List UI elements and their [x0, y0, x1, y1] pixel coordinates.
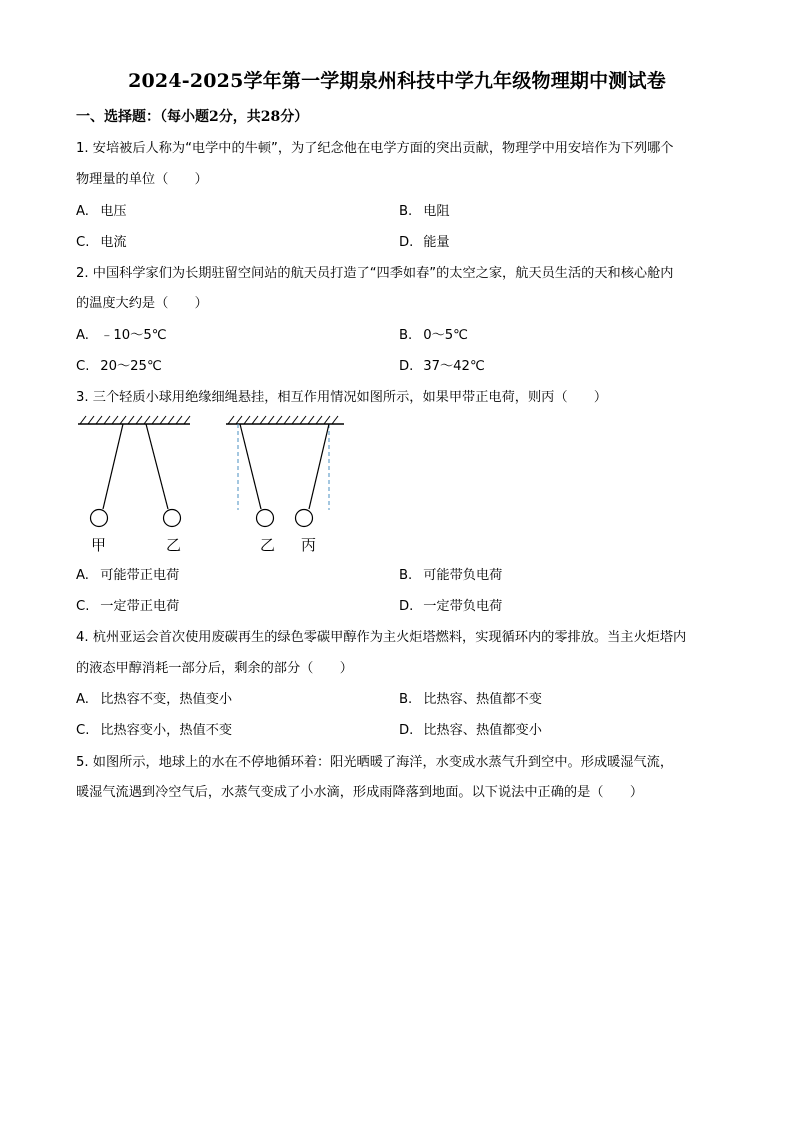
q2-option-a[interactable] [76, 324, 167, 343]
q3-option-d[interactable] [399, 595, 502, 614]
figure-label-yi-right: 乙 [260, 536, 276, 554]
option-text: ﹣10～5℃ [100, 328, 167, 343]
q2-option-d[interactable] [399, 355, 485, 374]
page-title: 2024-2025学年第一学期泉州科技中学九年级物理期中测试卷 [128, 70, 666, 92]
q1-option-a[interactable] [76, 200, 127, 219]
option-key: B. [399, 204, 413, 219]
q3-stem-line-1: 3. 三个轻质小球用绝缘细绳悬挂，相互作用情况如图所示，如果甲带正电荷，则丙（ ） [76, 390, 608, 405]
q4-option-a[interactable] [76, 688, 232, 707]
option-key: B. [399, 328, 413, 343]
option-key: D. [399, 235, 414, 250]
q3-option-b[interactable] [399, 564, 502, 583]
q2-stem-line-2: 的温度大约是（ ） [76, 296, 208, 311]
option-key: D. [399, 599, 414, 614]
q4-option-b[interactable] [399, 688, 542, 707]
pendulum-jia [91, 424, 124, 527]
q5-stem-line-2: 暖湿气流遇到冷空气后，水蒸气变成了小水滴，形成雨降落到地面。以下说法中正确的是（ ） [76, 785, 644, 800]
vertical-reference-lines [238, 424, 329, 510]
option-key: A. [76, 692, 89, 707]
q4-option-d[interactable] [399, 719, 542, 738]
option-key: A. [76, 328, 89, 343]
option-text: 一定带正电荷 [100, 599, 180, 614]
option-key: D. [399, 723, 414, 738]
figure-label-jia: 甲 [91, 536, 107, 554]
option-text: 比热容不变，热值变小 [100, 692, 233, 707]
option-text: 电流 [100, 235, 127, 250]
q2-stem-line-1: 2. 中国科学家们为长期驻留空间站的航天员打造了“四季如春”的太空之家，航天员生活的天和核心舱内 [76, 266, 674, 281]
option-key: B. [399, 692, 413, 707]
pendulum-figure [74, 412, 364, 557]
option-text: 0～5℃ [423, 328, 468, 343]
option-text: 可能带负电荷 [423, 568, 503, 583]
right-support [226, 416, 344, 424]
option-key: A. [76, 568, 89, 583]
q2-option-c[interactable] [76, 355, 162, 374]
option-key: B. [399, 568, 413, 583]
q5-stem-line-1: 5. 如图所示，地球上的水在不停地循环着：阳光晒暖了海洋，水变成水蒸气升到空中。形成暖湿气流， [76, 755, 674, 770]
q1-option-c[interactable] [76, 231, 127, 250]
q1-option-d[interactable] [399, 231, 450, 250]
option-text: 电压 [100, 204, 127, 219]
figure-label-yi-left: 乙 [166, 536, 182, 554]
q3-option-a[interactable] [76, 564, 179, 583]
option-text: 比热容变小，热值不变 [100, 723, 233, 738]
option-text: 一定带负电荷 [423, 599, 503, 614]
q4-stem-line-2: 的液态甲醇消耗一部分后，剩余的部分（ ） [76, 661, 353, 676]
q4-stem-line-1: 4. 杭州亚运会首次使用废碳再生的绿色零碳甲醇作为主火炬塔燃料，实现循环内的零排放。当主火炬塔内 [76, 630, 687, 645]
option-text: 20～25℃ [100, 359, 162, 374]
option-text: 能量 [423, 235, 450, 250]
option-key: D. [399, 359, 414, 374]
option-key: C. [76, 599, 90, 614]
figure-label-bing: 丙 [301, 536, 317, 554]
pendulum-yi-left [146, 424, 181, 527]
left-support [78, 416, 190, 424]
pendulum-bing [296, 424, 330, 527]
option-text: 比热容、热值都不变 [423, 692, 542, 707]
q1-stem-line-2: 物理量的单位（ ） [76, 172, 208, 187]
option-text: 比热容、热值都变小 [423, 723, 542, 738]
option-key: C. [76, 359, 90, 374]
section-heading: 一、选择题：（每小题2分，共28分） [76, 109, 309, 125]
option-key: C. [76, 235, 90, 250]
option-text: 37～42℃ [423, 359, 485, 374]
option-text: 电阻 [423, 204, 450, 219]
q1-stem-line-1: 1. 安培被后人称为“电学中的牛顿”，为了纪念他在电学方面的突出贡献，物理学中用安培作为下列哪个 [76, 141, 674, 156]
option-key: A. [76, 204, 89, 219]
q1-option-b[interactable] [399, 200, 450, 219]
q4-option-c[interactable] [76, 719, 232, 738]
pendulum-yi-right [240, 424, 274, 527]
option-key: C. [76, 723, 90, 738]
q2-option-b[interactable] [399, 324, 468, 343]
q3-option-c[interactable] [76, 595, 179, 614]
option-text: 可能带正电荷 [100, 568, 180, 583]
